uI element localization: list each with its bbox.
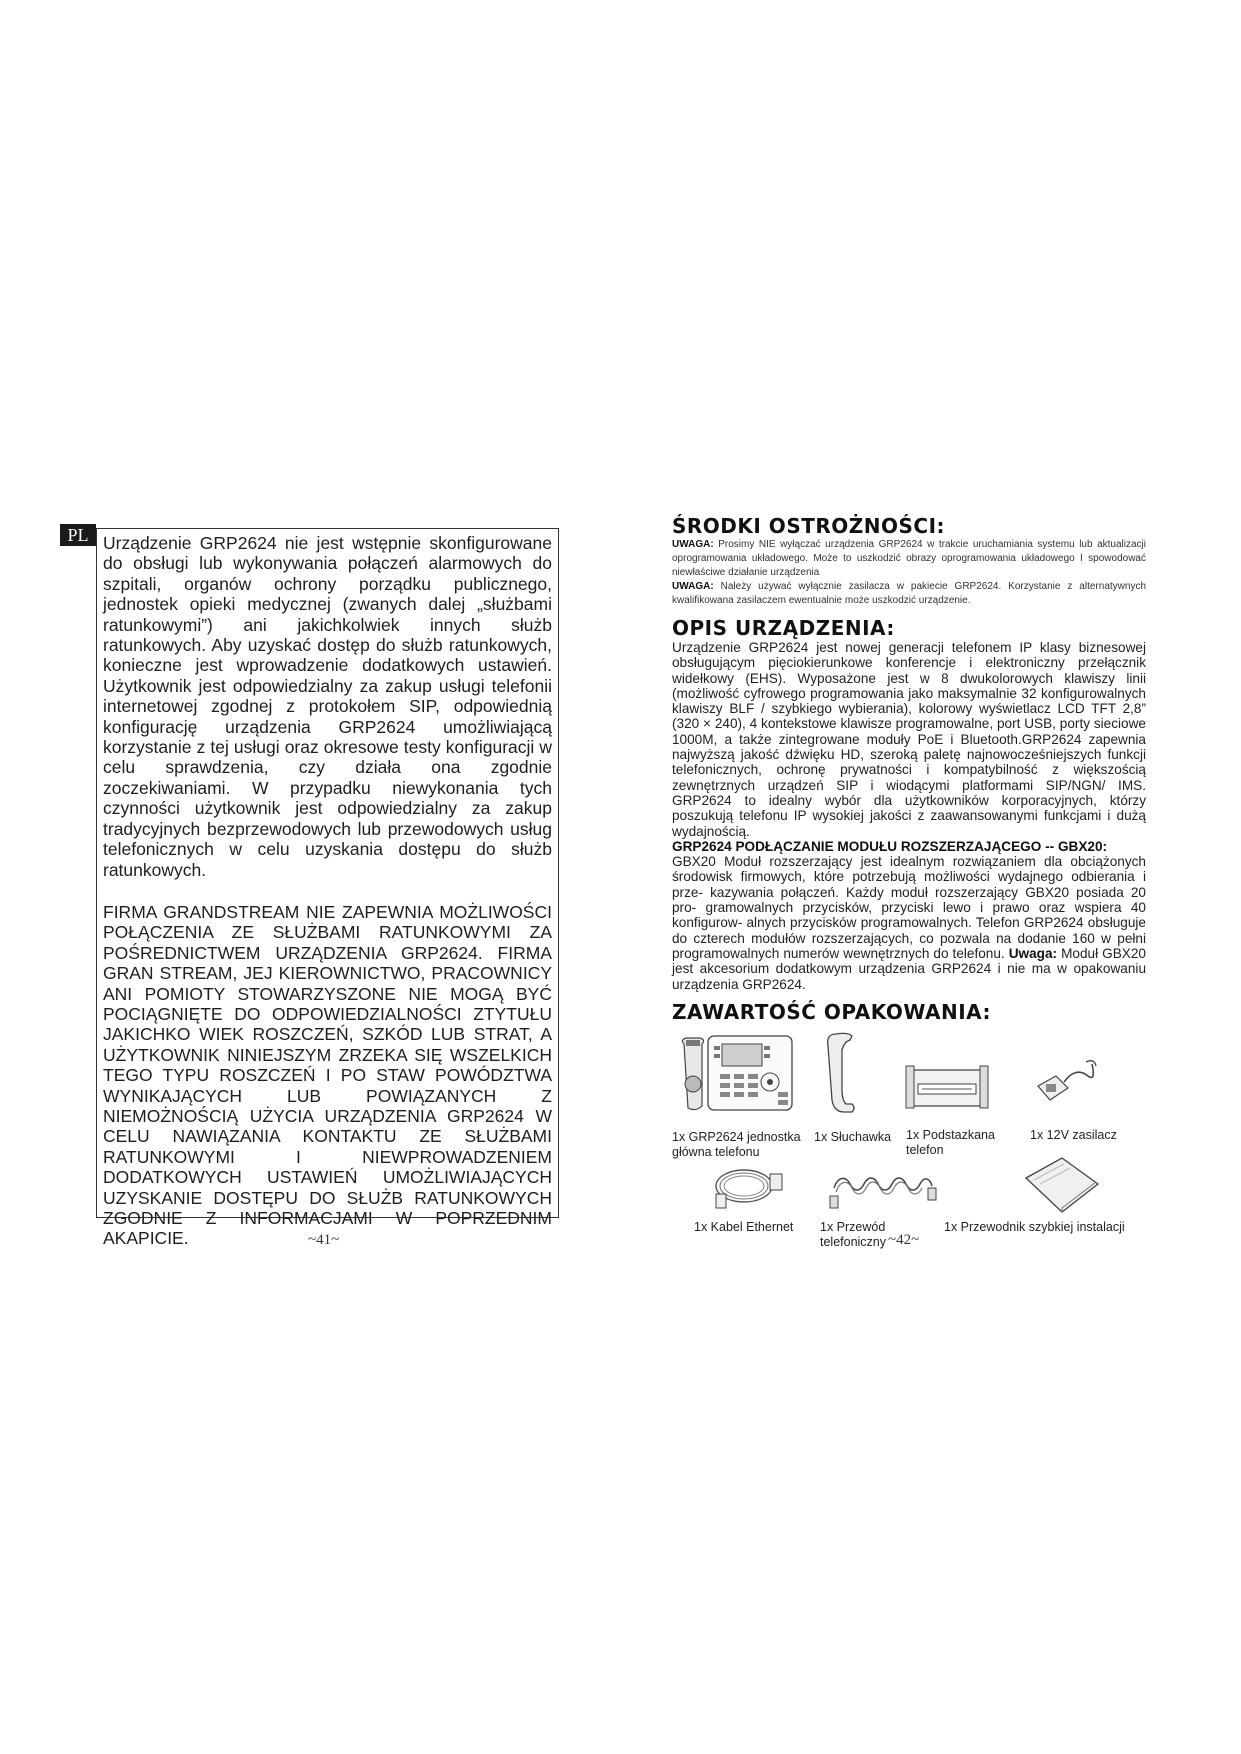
gbx-text — [672, 854, 1146, 992]
package-item-stand-caption: 1x Podstazkana telefon — [906, 1127, 995, 1157]
gbx-note-text: Moduł GBX20 jest akcesorium dodatkowym urządzenia GRP2624 i nie ma w opakowaniu urządzenia GRP2624. — [672, 945, 1146, 992]
disclaimer-paragraph: FIRMA GRANDSTREAM NIE ZAPEWNIA MOŻLIWOŚCI POŁĄCZENIA ZE SŁUŻBAMI RATUNKOWYMI ZA POŚREDNICTWEM URZĄDZENIA GRP2624. FIRMA GRAN STREAM, JEJ KIEROWNICTWO, PRACOWNICY ANI POMIOTY STOWARZYSZONE NIE MOGĄ BYĆ POCIĄGNIĘTE DO ODPOWIEDZIALNOŚCI ZTYTUŁU JAKICHKO WIEK ROSZCZEŃ, SZKÓD LUB STRAT, A UŻYTKOWNIK NINIEJSZYM ZRZEKA SIĘ WSZELKICH TEGO TYPU ROSZCZEŃ I PO STAW POWÓDZTWA WYNIKAJĄCYCH LUB POWIĄZANYCH Z NIEMOŻNOŚCIĄ UŻYCIA URZĄDZENIA GRP2624 W CELU NAWIĄZANIA KONTAKTU ZE SŁUŻBAMI RATUNKOWYMI I NIEWPROWADZENIEM DODATKOWYCH USTAWIEŃ UMOŻLIWIAJĄCYCH UZYSKANIE DOSTĘPU DO SŁUŻB RATUNKOWYCH ZGODNIE Z INFORMACJAMI W POPRZEDNIM AKAPICIE. — [103, 901, 552, 1249]
package-item-guide-caption: 1x Przewodnik szybkiej instalacji — [944, 1219, 1125, 1234]
note-text: Prosimy NIE wyłączać urządzenia GRP2624 w trakcie uruchamiania systemu lub aktualizacji oprogramowania układowego. Może to uszkodzić obrazy oprogramowania układowego I spowodować niewłaściwe działanie urządzenia — [672, 539, 1146, 578]
note-text: Należy używać wyłącznie zasilacza w pakiecie GRP2624. Korzystanie z alternatywnych kwalifikowana zasilaczem ewentualnie może uszkodzić urządzenie. — [672, 581, 1147, 606]
phone-stand-icon — [904, 1060, 990, 1112]
description-text: Urządzenie GRP2624 jest nowej generacji telefonem IP klasy biznesowej obsługującym pięciokierunkowe konferencje i elektroniczny przełącznik widełkowy (EHS). Wyposażone jest w 8 dwukolorowych klawiszy linii (możliwość cyfrowego programowania jako maksymalnie 32 konfigurowalnych klawiszy BLF / szybkiego wybierania), kolorowy wyświetlacz LCD TFT 2,8” (320 × 240), 4 kontekstowe klawisze programowalne, port USB, porty sieciowe 1000M, a także zintegrowane moduły PoE i Bluetooth.GRP2624 zapewnia najwyższą jakość dźwięku HD, szeroką paletę najnowocześniejszych funkcji telefonicznych, ochronę prywatności i kompatybilność z większością zewnętrznych urządzeń SIP i wiodącymi platformami SIP/NGN/ IMS. GRP2624 to idealny wybór dla użytkowników korporacyjnych, którzy poszukują telefonu IP wysokiej jakości z zaawansowanymi funkcjami i dużą wydajnością. — [672, 640, 1146, 839]
page-number-left: ~41~ — [308, 1232, 340, 1248]
package-item-phone-caption: 1x GRP2624 jednostka główna telefonu — [672, 1129, 801, 1159]
gbx-body: GBX20 Moduł rozszerzający jest idealnym rozwiązaniem dla obciążonych środowisk firmowych, które potrzebują możliwości wydajnego odbierania i prze- kazywania połączeń. Każdy moduł rozszerzający GBX20 posiada 20 pro- gramowalnych przycisków, przyciski lewo i prawo oraz wspiera 40 konfigurow- alnych przycisków programowalnych. Telefon GRP2624 obsługuje do czterech modułów rozszerzających, co pozwala na dodanie 160 w pełni programowalnych numerów wewnętrznych do telefonu. — [672, 854, 1146, 961]
package-item-handset-caption: 1x Słuchawka — [814, 1129, 892, 1144]
gbx-note-label: Uwaga: — [1008, 945, 1058, 961]
ethernet-cable-icon — [710, 1160, 792, 1212]
warning-paragraph: Urządzenie GRP2624 nie jest wstępnie skonfigurowane do obsługi lub wykonywania połączeń alarmowych do szpitali, organów ochrony porządku publicznego, jednostek opieki medycznej (zwanych dalej „służbami ratunkowymi”) ani jakichkolwiek innych służb ratunkowych. Aby uzyskać dostęp do służb ratunkowych, konieczne jest wprowadzenie dodatkowych ustawień. Użytkownik jest odpowiedzialny za zakup usługi telefonii internetowej zgodnej z protokołem SIP, odpowiednią konfigurację urządzenia GRP2624 umożliwiającą korzystanie z tej usługi oraz okresowe testy konfiguracji w celu sprawdzenia, czy działa ona zgodnie zoczekiwaniami. W przypadku niewykonania tych czynności użytkownik jest odpowiedzialny za zakup tradycyjnych bezprzewodowych lub przewodowych usług telefonicznych w celu uzyskania dostępu do służb ratunkowych. — [103, 533, 552, 880]
package-item-ethernet-caption: 1x Kabel Ethernet — [694, 1219, 794, 1234]
note-label: UWAGA: — [672, 581, 714, 592]
handset-icon — [822, 1030, 862, 1116]
note-label: UWAGA: — [672, 539, 714, 550]
precaution-note-1 — [672, 538, 1146, 580]
package-heading: ZAWARTOŚĆ OPAKOWANIA: — [672, 999, 991, 1024]
desk-phone-icon — [674, 1030, 796, 1114]
precautions-heading: ŚRODKI OSTROŻNOŚCI: — [672, 514, 946, 538]
language-tag: PL — [60, 524, 96, 546]
quick-guide-icon — [1022, 1154, 1102, 1216]
package-item-adapter-caption: 1x 12V zasilacz — [1030, 1127, 1117, 1142]
gbx-heading: GRP2624 PODŁĄCZANIE MODUŁU ROZSZERZAJĄCEGO -- GBX20: — [672, 838, 1108, 854]
page-number-right: ~42~ — [888, 1232, 920, 1248]
power-adapter-icon — [1034, 1056, 1100, 1110]
package-item-cord-caption: 1x Przewód telefoniczny — [820, 1219, 887, 1249]
precaution-note-2 — [672, 580, 1146, 608]
description-heading: OPIS URZĄDZENIA: — [672, 616, 895, 640]
coiled-cord-icon — [828, 1158, 938, 1214]
